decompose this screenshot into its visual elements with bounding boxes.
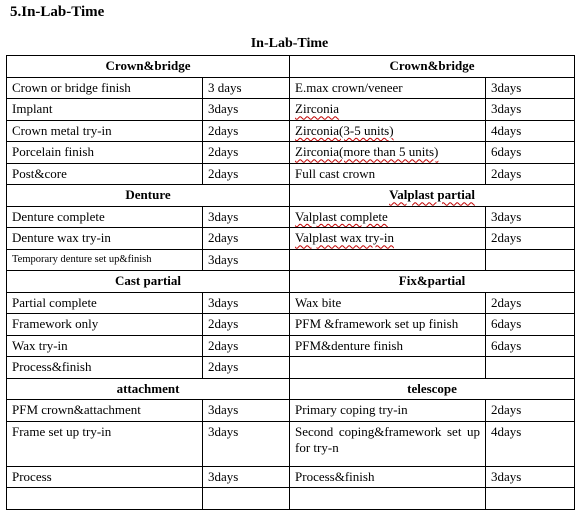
- left-days-cell: 3days: [203, 206, 290, 228]
- section-header-right: [290, 185, 575, 207]
- right-days-cell: 2days: [486, 400, 575, 422]
- right-item-cell: [290, 120, 486, 142]
- left-days-cell: 2days: [203, 142, 290, 164]
- right-item-cell: Wax bite: [290, 292, 486, 314]
- left-item-cell: Implant: [7, 99, 203, 121]
- left-days-cell: [203, 488, 290, 510]
- right-days-cell: 6days: [486, 335, 575, 357]
- in-lab-time-table: [6, 55, 575, 510]
- left-item-cell: Partial complete: [7, 292, 203, 314]
- section-header-right: telescope: [290, 378, 575, 400]
- section-header-row: [7, 378, 575, 400]
- left-item-cell: Frame set up try-in: [7, 421, 203, 466]
- right-item-cell: [290, 99, 486, 121]
- right-item-cell: Primary coping try-in: [290, 400, 486, 422]
- page-heading: 5.In-Lab-Time: [10, 4, 105, 20]
- left-days-cell: 3days: [203, 249, 290, 271]
- table-row: [7, 163, 575, 185]
- left-item-cell: Process: [7, 466, 203, 488]
- table-row: [7, 120, 575, 142]
- left-item-cell: Framework only: [7, 314, 203, 336]
- left-days-cell: 2days: [203, 228, 290, 250]
- spellcheck-text: Zirconia(more than 5 units): [295, 144, 439, 160]
- table-row: [7, 488, 575, 510]
- right-days-cell: [486, 249, 575, 271]
- table-row: [7, 335, 575, 357]
- table-row: [7, 249, 575, 271]
- section-header-left: attachment: [7, 378, 290, 400]
- left-days-cell: 3days: [203, 400, 290, 422]
- table-row: [7, 77, 575, 99]
- table-row: [7, 421, 575, 466]
- left-days-cell: 3days: [203, 292, 290, 314]
- table-row: [7, 292, 575, 314]
- spellcheck-text: Valplast wax try-in: [295, 230, 394, 246]
- left-days-cell: 2days: [203, 335, 290, 357]
- table-row: [7, 206, 575, 228]
- right-days-cell: 3days: [486, 466, 575, 488]
- table-row: [7, 400, 575, 422]
- right-days-cell: 3days: [486, 206, 575, 228]
- left-item-cell: Crown or bridge finish: [7, 77, 203, 99]
- right-days-cell: 2days: [486, 292, 575, 314]
- left-item-cell: Denture wax try-in: [7, 228, 203, 250]
- right-item-cell: Second coping&framework set up for try-n: [290, 421, 486, 466]
- left-item-cell: Crown metal try-in: [7, 120, 203, 142]
- right-days-cell: [486, 357, 575, 379]
- table-row: [7, 357, 575, 379]
- left-item-cell: PFM crown&attachment: [7, 400, 203, 422]
- right-days-cell: [486, 488, 575, 510]
- left-days-cell: 3days: [203, 466, 290, 488]
- spellcheck-text: Zirconia: [295, 101, 340, 117]
- right-item-cell: E.max crown/veneer: [290, 77, 486, 99]
- right-days-cell: 6days: [486, 314, 575, 336]
- left-days-cell: 2days: [203, 120, 290, 142]
- table-row: [7, 99, 575, 121]
- left-days-cell: 3 days: [203, 77, 290, 99]
- left-item-cell: Porcelain finish: [7, 142, 203, 164]
- left-item-cell: Denture complete: [7, 206, 203, 228]
- left-days-cell: 2days: [203, 314, 290, 336]
- left-days-cell: 2days: [203, 357, 290, 379]
- right-days-cell: 4days: [486, 421, 575, 466]
- section-header-row: [7, 185, 575, 207]
- section-header-left: Crown&bridge: [7, 56, 290, 78]
- table-row: [7, 466, 575, 488]
- right-item-cell: PFM&denture finish: [290, 335, 486, 357]
- left-item-cell: Temporary denture set up&finish: [7, 249, 203, 271]
- table-title: In-Lab-Time: [250, 36, 329, 51]
- section-header-right: Crown&bridge: [290, 56, 575, 78]
- left-item-cell: Post&core: [7, 163, 203, 185]
- left-days-cell: 3days: [203, 99, 290, 121]
- section-header-row: [7, 56, 575, 78]
- right-days-cell: 3days: [486, 99, 575, 121]
- right-days-cell: 2days: [486, 163, 575, 185]
- right-item-cell: [290, 488, 486, 510]
- table-row: [7, 142, 575, 164]
- section-header-right: Fix&partial: [290, 271, 575, 293]
- left-item-cell: Process&finish: [7, 357, 203, 379]
- right-item-cell: [290, 142, 486, 164]
- right-days-cell: 6days: [486, 142, 575, 164]
- right-item-cell: [290, 206, 486, 228]
- table-row: [7, 314, 575, 336]
- right-item-cell: [290, 228, 486, 250]
- section-header-left: Denture: [7, 185, 290, 207]
- left-days-cell: 2days: [203, 163, 290, 185]
- left-item-cell: Wax try-in: [7, 335, 203, 357]
- right-item-cell: PFM &framework set up finish: [290, 314, 486, 336]
- spellcheck-text: Valplast complete: [295, 208, 388, 224]
- right-item-cell: Process&finish: [290, 466, 486, 488]
- left-item-cell: [7, 488, 203, 510]
- spellcheck-text: Zirconia(3-5 units): [295, 122, 394, 138]
- section-header-left: Cast partial: [7, 271, 290, 293]
- left-days-cell: 3days: [203, 421, 290, 466]
- right-item-cell: [290, 249, 486, 271]
- right-item-cell: [290, 357, 486, 379]
- right-days-cell: 3days: [486, 77, 575, 99]
- right-days-cell: 2days: [486, 228, 575, 250]
- right-days-cell: 4days: [486, 120, 575, 142]
- right-item-cell: Full cast crown: [290, 163, 486, 185]
- section-header-row: [7, 271, 575, 293]
- spellcheck-text: Valplast partial: [389, 187, 475, 203]
- table-row: [7, 228, 575, 250]
